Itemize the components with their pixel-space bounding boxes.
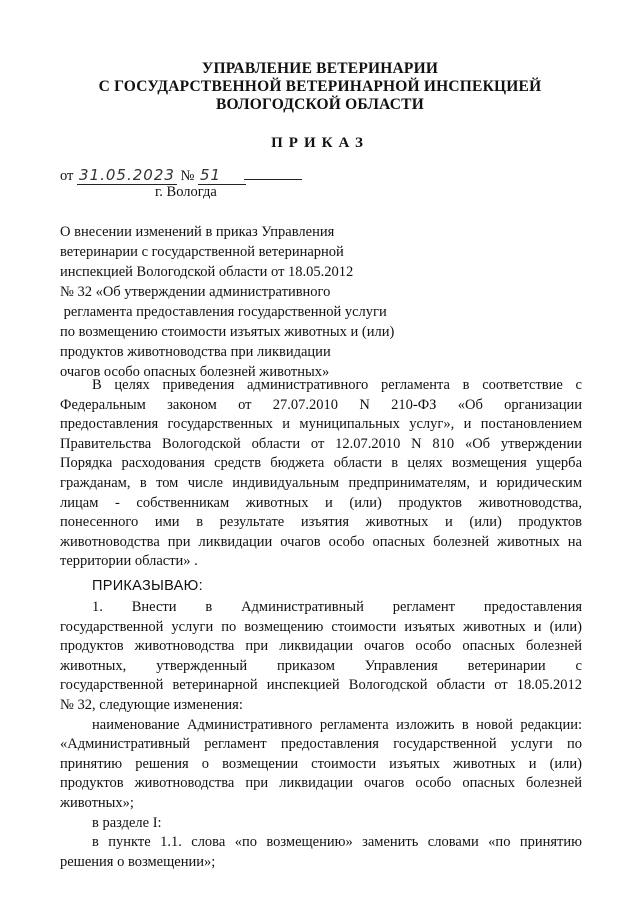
order-item-line: принятию решения о возмещении стоимости изъятых животных и (или) [60, 755, 582, 772]
date-number-line [60, 166, 302, 185]
preamble-line: территории области» . [60, 553, 198, 570]
order-subject [60, 222, 480, 382]
order-item-line: продуктов животноводства при ликвидации очагов особо опасных болезней [60, 775, 582, 792]
issuer-line-2: С ГОСУДАРСТВЕННОЙ ВЕТЕРИНАРНОЙ ИНСПЕКЦИЕЙ [98, 78, 542, 95]
subject-line: регламента предоставления государственной услуги [60, 304, 387, 320]
subject-line: инспекцией Вологодской области от 18.05.2012 [60, 264, 354, 280]
issuer-line-3: ВОЛОГОДСКОЙ ОБЛАСТИ [216, 96, 424, 113]
order-items [60, 598, 582, 872]
order-item-line: решения о возмещении»; [60, 853, 216, 870]
handwritten-date: 31.05.2023 [79, 166, 175, 184]
issuer-header [0, 60, 640, 114]
subject-line: ветеринарии с государственной ветеринарной [60, 244, 344, 260]
order-item-line: «Административный регламент предоставления государственной услуги по [60, 736, 582, 753]
preamble-line: понесенного ими в результате изъятия животных и (или) продуктов [60, 514, 582, 531]
order-item-line: животных»; [60, 794, 134, 811]
order-item-line: 1. Внести в Административный регламент предоставления [92, 599, 582, 615]
subject-line: О внесении изменений в приказ Управления [60, 224, 335, 240]
preamble-paragraph [60, 376, 582, 572]
subject-line: продуктов животноводства при ликвидации [60, 344, 331, 360]
subject-line: № 32 «Об утверждении административного [60, 284, 331, 300]
issuer-line-1: УПРАВЛЕНИЕ ВЕТЕРИНАРИИ [201, 60, 439, 77]
city: г. Вологда [155, 184, 217, 200]
document-title: ПРИКАЗ [271, 135, 369, 151]
order-item-line: в пункте 1.1. слова «по возмещению» заменить словами «по принятию [92, 834, 582, 851]
order-item-line: наименование Административного регламента изложить в новой редакции: [92, 716, 582, 733]
preamble-line: Федеральным законом от 27.07.2010 N 210-ФЗ «Об организации [60, 396, 582, 413]
subject-line: очагов особо опасных болезней животных» [60, 364, 330, 380]
preamble-line: гражданам, в том числе индивидуальным предпринимателям, и юридическим [60, 474, 582, 491]
number-prefix: № [180, 168, 195, 184]
handwritten-number: 51 [198, 166, 246, 185]
preamble-line: животноводства при ликвидации очагов особо опасных болезней животных на [60, 533, 582, 550]
date-prefix: от [60, 168, 74, 184]
subject-line: по возмещению стоимости изъятых животных и (или) [60, 324, 395, 340]
preamble-line: В целях приведения административного регламента в соответствие с [92, 377, 582, 393]
order-item-line: продуктов животноводства при ликвидации очагов особо опасных болезней [60, 638, 582, 655]
orders-label: ПРИКАЗЫВАЮ: [92, 578, 203, 594]
preamble-line: лицам - собственникам животных и (или) продуктов животноводства, [60, 494, 582, 511]
order-item-line: в разделе I: [92, 814, 162, 831]
preamble-line: Порядка расходования средств бюджета области в целях возмещения ущерба [60, 455, 582, 472]
number-underline [244, 179, 302, 180]
order-item-line: № 32, следующие изменения: [60, 696, 243, 713]
order-item-line: государственной услуги по возмещению стоимости изъятых животных и (или) [60, 618, 582, 635]
preamble-line: предоставления государственных и муниципальных услуг», и постановлением [60, 416, 582, 433]
order-item-line: государственной ветеринарной инспекцией Вологодской области от 18.05.2012 [60, 677, 582, 694]
preamble-line: Правительства Вологодской области от 12.07.2010 N 810 «Об утверждении [60, 435, 582, 452]
order-item-line: животных, утвержденный приказом Управления ветеринарии с [60, 657, 582, 674]
